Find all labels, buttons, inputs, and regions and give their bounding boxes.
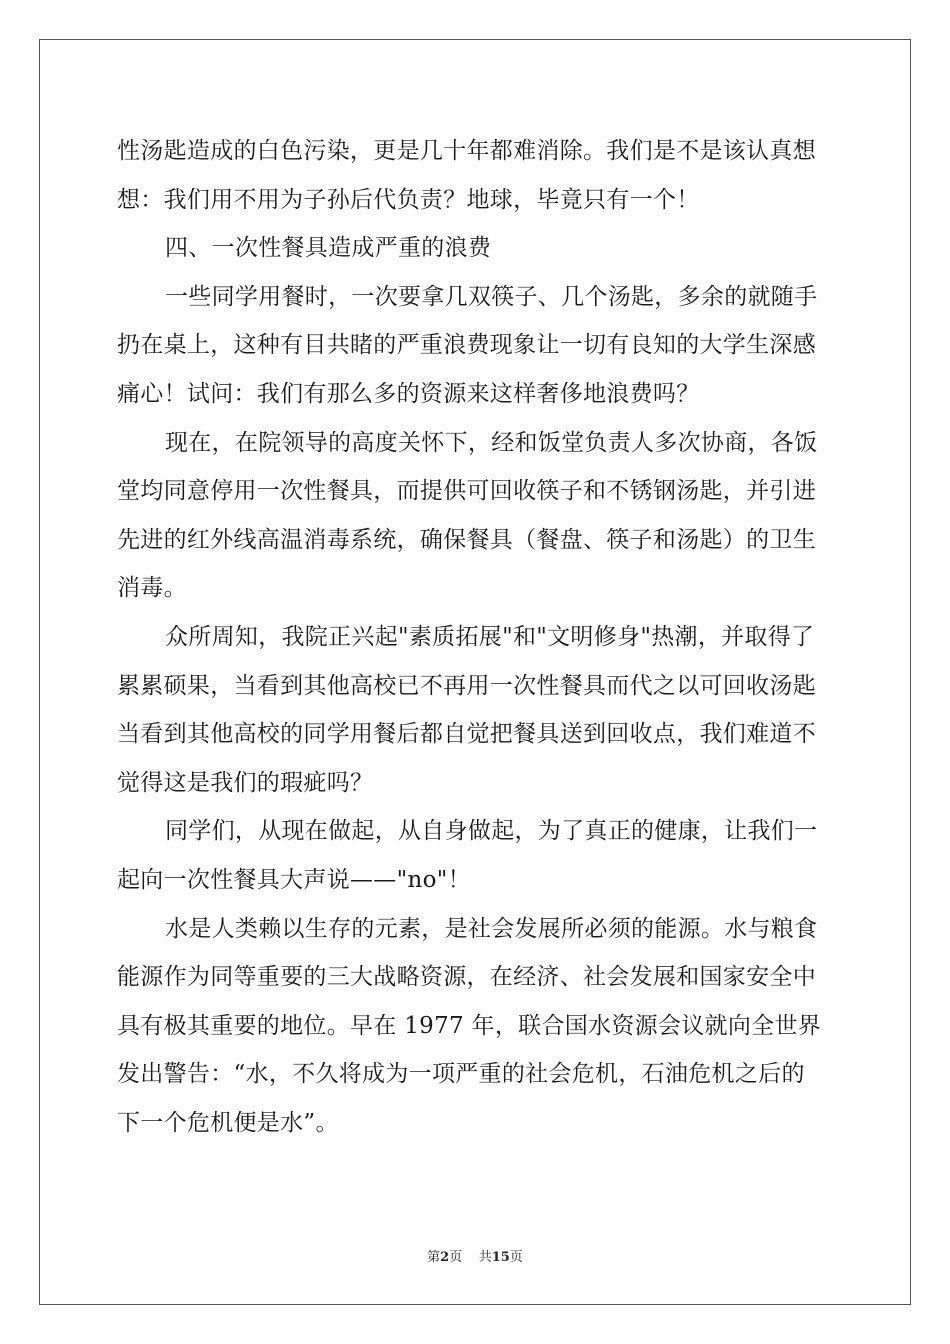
document-body xyxy=(117,127,833,1147)
text-line: 先进的红外线高温消毒系统，确保餐具（餐盘、筷子和汤匙）的卫生 xyxy=(117,526,816,553)
page-label-prefix: 第 xyxy=(427,1250,441,1265)
text-line: 起向一次性餐具大声说——"no"！ xyxy=(117,866,471,893)
text-line: 发出警告：“水，不久将成为一项严重的社会危机，石油危机之后的 xyxy=(117,1061,805,1088)
total-label-suffix: 页 xyxy=(509,1250,523,1265)
total-page-count: 15 xyxy=(491,1250,510,1265)
text-line: 水是人类赖以生存的元素，是社会发展所必须的能源。水与粮食 xyxy=(165,915,818,942)
text-line: 同学们，从现在做起，从自身做起，为了真正的健康，让我们一 xyxy=(165,818,818,845)
text-line: 一些同学用餐时，一次要拿几双筷子、几个汤匙，多余的就随手 xyxy=(165,283,818,310)
text-line: 现在，在院领导的高度关怀下，经和饭堂负责人多次协商，各饭 xyxy=(165,429,818,456)
text-line: 堂均同意停用一次性餐具，而提供可回收筷子和不锈钢汤匙，并引进 xyxy=(117,478,816,505)
text-line: 痛心！试问：我们有那么多的资源来这样奢侈地浪费吗？ xyxy=(117,380,700,407)
text-line: 下一个危机便是水”。 xyxy=(117,1109,339,1136)
text-line: 扔在桌上，这种有目共睹的严重浪费现象让一切有良知的大学生深感 xyxy=(117,332,816,359)
page-label-suffix: 页 xyxy=(449,1250,463,1265)
current-page-number: 2 xyxy=(440,1250,450,1265)
total-label-prefix: 共 xyxy=(478,1250,492,1265)
text-line: 当看到其他高校的同学用餐后都自觉把餐具送到回收点，我们难道不 xyxy=(117,721,816,748)
text-line: 觉得这是我们的瑕疵吗？ xyxy=(117,769,374,796)
page-footer xyxy=(0,1246,950,1265)
text-line: 众所周知，我院正兴起"素质拓展"和"文明修身"热潮，并取得了 xyxy=(165,623,815,650)
text-line: 想：我们用不用为子孙后代负责？地球，毕竟只有一个！ xyxy=(117,186,700,213)
text-line: 具有极其重要的地位。早在 1977 年，联合国水资源会议就向全世界 xyxy=(117,1012,822,1039)
text-line: 四、一次性餐具造成严重的浪费 xyxy=(165,235,492,262)
text-line: 消毒。 xyxy=(117,575,187,602)
text-line: 性汤匙造成的白色污染，更是几十年都难消除。我们是不是该认真想 xyxy=(117,138,816,164)
text-line: 能源作为同等重要的三大战略资源，在经济、社会发展和国家安全中 xyxy=(117,964,816,991)
text-line: 累累硕果，当看到其他高校已不再用一次性餐具而代之以可回收汤匙 xyxy=(117,672,816,699)
